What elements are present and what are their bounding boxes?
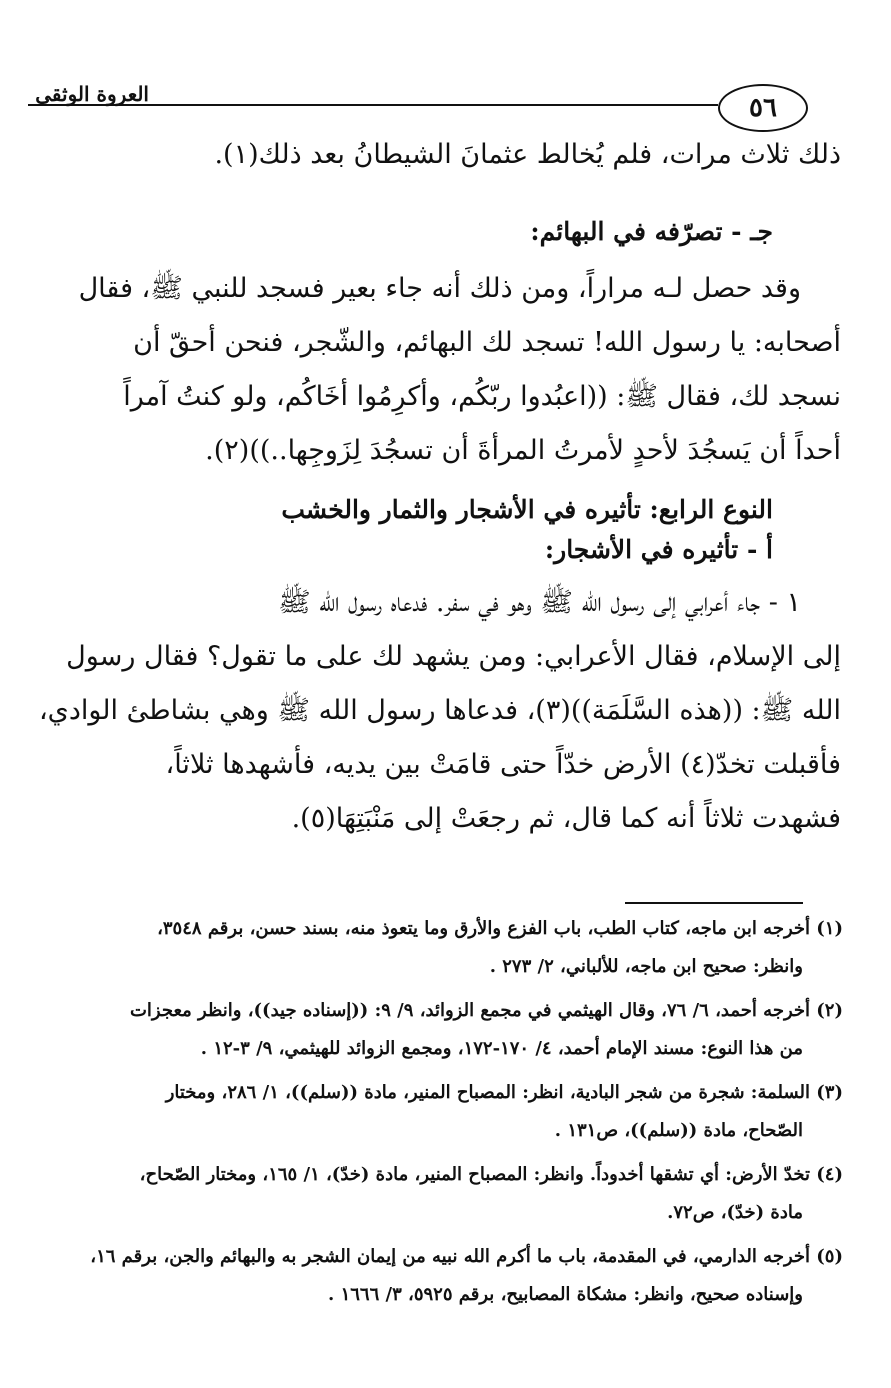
page-number-badge — [718, 84, 808, 132]
section-heading-c-block — [21, 212, 841, 252]
page-number: ٥٦ — [749, 93, 777, 123]
section-heading-c: جـ - تصرّفه في البهائم: — [530, 217, 773, 246]
footnote-2 — [23, 992, 843, 1068]
footnotes — [23, 910, 843, 1314]
section-heading-a: أ - تأثيره في الأشجار: — [544, 535, 773, 564]
footnote-4 — [23, 1156, 843, 1232]
footnote-line: وإسناده صحيح، وانظر: مشكاة المصابيح، برقم ٥٩٢٥، ٣/ ١٦٦٦ . — [328, 1284, 803, 1305]
footnote-3 — [23, 1074, 843, 1150]
footnote-line: مادة (خدّ)، ص٧٢. — [667, 1202, 803, 1223]
footnote-separator — [625, 902, 803, 904]
body-line: وقد حصل لـه مراراً، ومن ذلك أنه جاء بعير فسجد للنبي ﷺ، فقال — [78, 273, 801, 304]
footnote-5 — [23, 1238, 843, 1314]
body-line: أصحابه: يا رسول الله! تسجد لك البهائم، والشّجر، فنحن أحقّ أن — [133, 327, 841, 358]
body-line: فأقبلت تخدّ(٤) الأرض خدّاً حتى قامَتْ بين يديه، فأشهدها ثلاثاً، — [165, 749, 841, 780]
section-heading-type4: النوع الرابع: تأثيره في الأشجار والثمار والخشب — [281, 495, 773, 524]
body-paragraph-3 — [21, 576, 841, 846]
footnote-line: الصّحاح، مادة ((سلم))، ص١٣١ . — [554, 1120, 803, 1141]
body-line: إلى الإسلام، فقال الأعرابي: ومن يشهد لك على ما تقول؟ فقال رسول — [66, 641, 841, 672]
body-line: فشهدت ثلاثاً أنه كما قال، ثم رجعَتْ إلى مَنْبَتِهَا(٥). — [291, 803, 841, 834]
body-line: ١ - جاء أعرابي إلى رسول الله ﷺ وهو في سفر. فدعاه رسول الله ﷺ — [278, 587, 801, 618]
footnote-line: (٥) أخرجه الدارمي، في المقدمة، باب ما أكرم الله نبيه من إيمان الشجر به والبهائم والجن، برقم ١٦، — [90, 1246, 843, 1267]
body-paragraph-2 — [21, 262, 841, 478]
body-line: الله ﷺ: ((هذه السَّلَمَة))(٣)، فدعاها رسول الله ﷺ وهي بشاطئ الوادي، — [38, 695, 841, 726]
body-line: ذلك ثلاث مرات، فلم يُخالط عثمانَ الشيطانُ بعد ذلك(١). — [214, 139, 841, 170]
header-rule — [28, 104, 718, 106]
body-line: نسجد لك، فقال ﷺ: ((اعبُدوا ربّكُم، وأكرِمُوا أخَاكُم، ولو كنتُ آمراً — [123, 381, 841, 412]
footnote-line: (١) أخرجه ابن ماجه، كتاب الطب، باب الفزع والأرق وما يتعوذ منه، بسند حسن، برقم ٣٥٤٨، — [157, 918, 843, 939]
body-paragraph-1 — [21, 128, 841, 182]
footnote-line: (٣) السلمة: شجرة من شجر البادية، انظر: المصباح المنير، مادة ((سلم))، ١/ ٢٨٦، ومختار — [165, 1082, 843, 1103]
footnote-line: وانظر: صحيح ابن ماجه، للألباني، ٢/ ٢٧٣ . — [489, 956, 803, 977]
body-line: أحداً أن يَسجُدَ لأحدٍ لأمرتُ المرأةَ أن تسجُدَ لِزَوجِها..))(٢). — [205, 435, 841, 466]
footnote-line: (٢) أخرجه أحمد، ٦/ ٧٦، وقال الهيثمي في مجمع الزوائد، ٩/ ٩: ((إسناده جيد))، وانظر معجزات — [129, 1000, 843, 1021]
running-header-title: العروة الوثقى — [35, 82, 149, 106]
footnote-1 — [23, 910, 843, 986]
footnote-line: (٤) تخدّ الأرض: أي تشقها أخدوداً. وانظر: المصباح المنير، مادة (خدّ)، ١/ ١٦٥، ومختار الصّحاح، — [139, 1164, 843, 1185]
section-heading-type4-block — [21, 490, 841, 570]
footnote-line: من هذا النوع: مسند الإمام أحمد، ٤/ ١٧٠-١٧٢، ومجمع الزوائد للهيثمي، ٩/ ٣-١٢ . — [200, 1038, 803, 1059]
